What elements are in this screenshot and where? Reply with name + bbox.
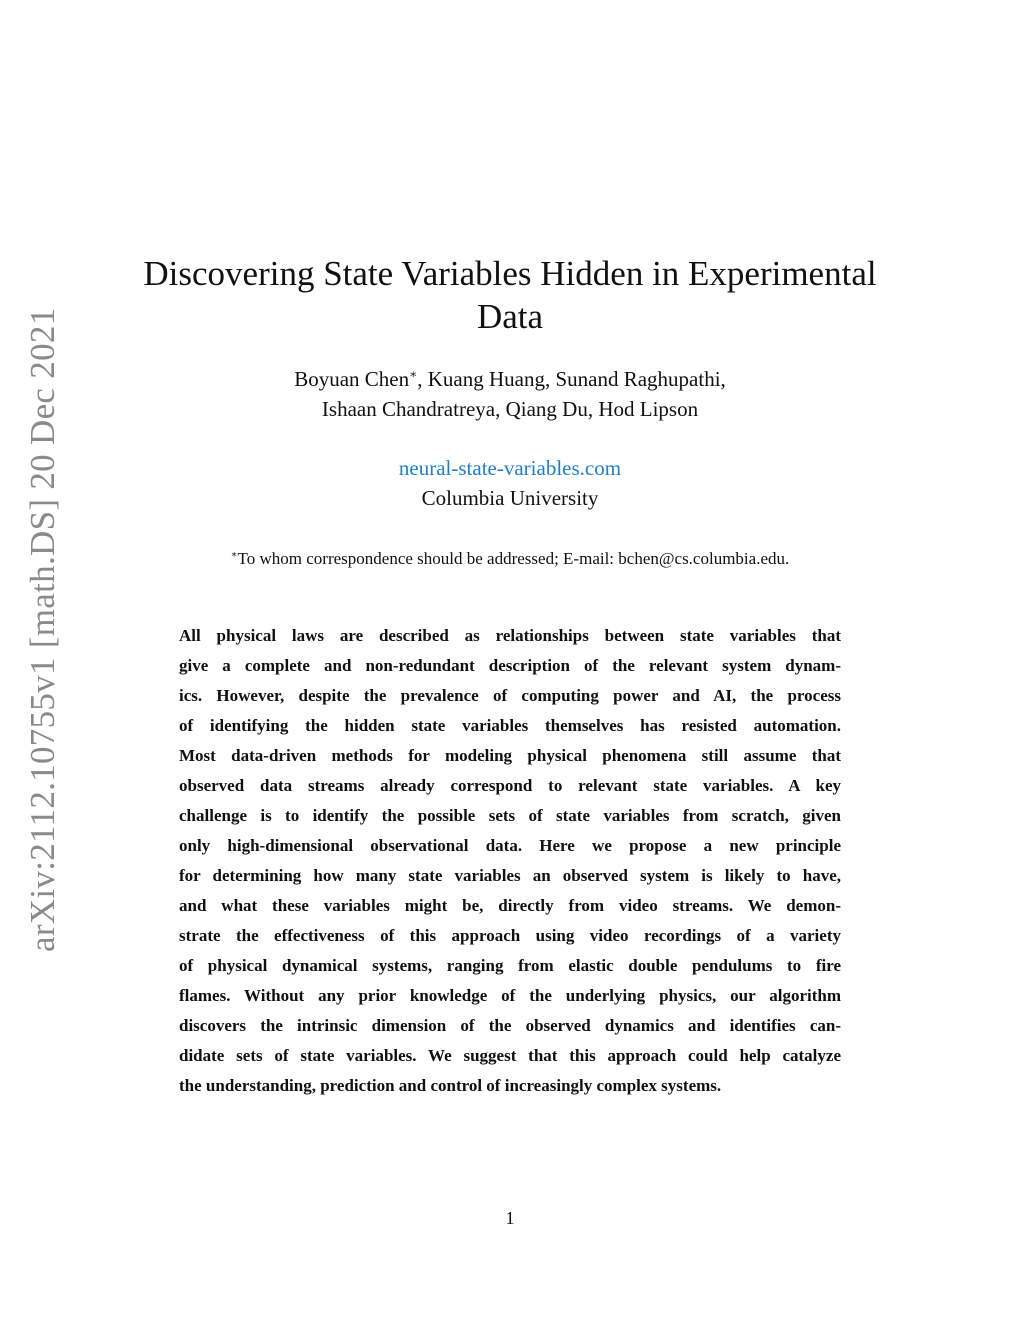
corresponding-author-mark: ∗ [409,367,418,381]
correspondence-note [100,547,920,571]
abstract-line: All physical laws are described as relationships between state variables that [179,626,841,645]
abstract-line: observed data streams already correspond to relevant state variables. A key [179,776,841,795]
abstract-line: Most data-driven methods for modeling physical phenomena still assume that [179,746,841,765]
title-line-1: Discovering State Variables Hidden in Experimental [143,254,877,293]
abstract-line: of identifying the hidden state variables themselves has resisted automation. [179,716,841,735]
affiliation: Columbia University [421,486,599,510]
abstract-line: for determining how many state variables an observed system is likely to have, [179,866,841,885]
abstract-line: challenge is to identify the possible sets of state variables from scratch, given [179,806,841,825]
author-list [160,364,860,424]
author-first: Boyuan Chen [294,367,410,391]
correspondence-text: To whom correspondence should be addressed; E-mail: bchen@cs.columbia.edu. [237,549,790,568]
title-line-2: Data [476,297,544,336]
abstract-line: ics. However, despite the prevalence of computing power and AI, the process [179,686,841,705]
abstract-line: strate the effectiveness of this approach using video recordings of a variety [179,926,841,945]
abstract-line: discovers the intrinsic dimension of the observed dynamics and identifies can- [179,1016,841,1035]
paper-title [130,252,890,338]
abstract-line: of physical dynamical systems, ranging from elastic double pendulums to fire [179,956,841,975]
abstract-line: the understanding, prediction and control of increasingly complex systems. [179,1076,722,1095]
abstract [179,621,841,1101]
correspondence-mark: ∗ [230,549,238,561]
author-line-1 [160,364,860,394]
project-website-link[interactable]: neural-state-variables.com [398,456,622,480]
abstract-line: give a complete and non-redundant description of the relevant system dynam- [179,656,841,675]
page-number: 1 [505,1208,515,1228]
author-line-2: Ishaan Chandratreya, Qiang Du, Hod Lipson [321,397,699,421]
abstract-line: flames. Without any prior knowledge of the underlying physics, our algorithm [179,986,841,1005]
abstract-line: didate sets of state variables. We suggest that this approach could help catalyze [179,1046,841,1065]
arxiv-identifier-stamp: arXiv:2112.10755v1 [math.DS] 20 Dec 2021 [23,307,62,952]
author-rest: , Kuang Huang, Sunand Raghupathi, [417,367,726,391]
abstract-line: only high-dimensional observational data. Here we propose a new principle [179,836,841,855]
abstract-line: and what these variables might be, directly from video streams. We demon- [179,896,841,915]
